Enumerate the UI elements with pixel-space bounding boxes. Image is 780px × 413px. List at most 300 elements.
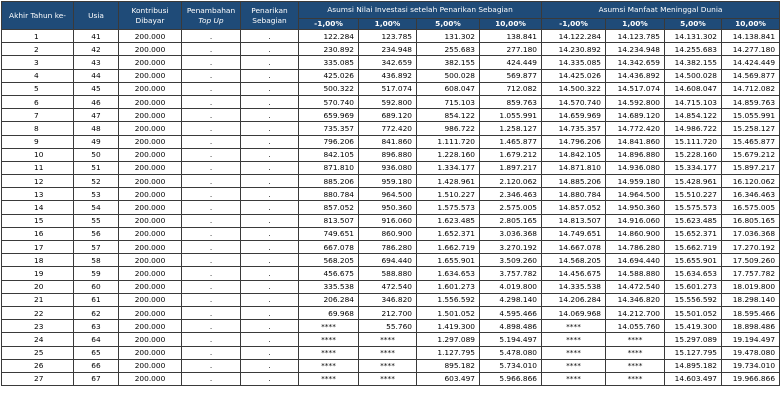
cell-inv-1: 772.420: [359, 122, 417, 135]
cell-ben-neg1: 14.335.085: [542, 56, 606, 69]
cell-ben-1: 14.436.892: [606, 69, 665, 82]
cell-ben-neg1: ****: [542, 333, 606, 346]
cell-ben-10: 18.898.486: [722, 320, 780, 333]
cell-inv-neg1: 456.675: [299, 267, 359, 280]
cell-inv-1: 936.080: [359, 161, 417, 174]
cell-age: 65: [74, 346, 119, 359]
cell-inv-10: 1.465.877: [480, 135, 542, 148]
cell-age: 42: [74, 43, 119, 56]
cell-year: 13: [2, 188, 74, 201]
cell-contribution: 200.000: [119, 201, 182, 214]
cell-withdrawal: .: [241, 241, 299, 254]
table-row: [2, 161, 780, 174]
cell-ben-10: 17.757.782: [722, 267, 780, 280]
cell-ben-neg1: 14.206.284: [542, 293, 606, 306]
cell-ben-5: 14.715.103: [665, 95, 722, 108]
cell-inv-neg1: 335.538: [299, 280, 359, 293]
cell-inv-1: 959.180: [359, 175, 417, 188]
cell-age: 48: [74, 122, 119, 135]
cell-ben-1: 14.950.360: [606, 201, 665, 214]
cell-inv-neg1: 500.322: [299, 82, 359, 95]
cell-ben-5: 15.652.371: [665, 227, 722, 240]
cell-age: 54: [74, 201, 119, 214]
cell-ben-5: 15.127.795: [665, 346, 722, 359]
cell-year: 14: [2, 201, 74, 214]
header-benefit-group: Asumsi Manfaat Meninggal Dunia: [542, 2, 780, 19]
cell-withdrawal: .: [241, 372, 299, 385]
cell-inv-neg1: 667.078: [299, 241, 359, 254]
cell-age: 49: [74, 135, 119, 148]
cell-year: 24: [2, 333, 74, 346]
cell-contribution: 200.000: [119, 95, 182, 108]
cell-inv-neg1: 880.784: [299, 188, 359, 201]
cell-ben-1: 14.936.080: [606, 161, 665, 174]
table-row: [2, 267, 780, 280]
cell-ben-5: 15.655.901: [665, 254, 722, 267]
cell-ben-10: 18.019.800: [722, 280, 780, 293]
table-row: [2, 109, 780, 122]
cell-ben-5: 14.895.182: [665, 359, 722, 372]
cell-ben-neg1: 14.749.651: [542, 227, 606, 240]
header-ben-rate-neg1: -1,00%: [542, 19, 606, 30]
cell-topup: .: [182, 82, 241, 95]
cell-ben-5: 14.131.302: [665, 30, 722, 43]
cell-inv-5: 1.601.273: [417, 280, 480, 293]
cell-topup: .: [182, 135, 241, 148]
cell-inv-10: 859.763: [480, 95, 542, 108]
cell-ben-10: 16.575.005: [722, 201, 780, 214]
table-row: [2, 293, 780, 306]
cell-ben-neg1: 14.122.284: [542, 30, 606, 43]
cell-topup: .: [182, 320, 241, 333]
cell-inv-1: 517.074: [359, 82, 417, 95]
cell-topup: .: [182, 201, 241, 214]
cell-age: 57: [74, 241, 119, 254]
cell-age: 51: [74, 161, 119, 174]
cell-ben-neg1: ****: [542, 320, 606, 333]
cell-topup: .: [182, 241, 241, 254]
table-row: [2, 82, 780, 95]
cell-age: 67: [74, 372, 119, 385]
cell-ben-5: 15.601.273: [665, 280, 722, 293]
cell-ben-10: 16.805.165: [722, 214, 780, 227]
cell-ben-10: 19.478.080: [722, 346, 780, 359]
cell-inv-10: 3.757.782: [480, 267, 542, 280]
cell-ben-1: 14.959.180: [606, 175, 665, 188]
cell-year: 4: [2, 69, 74, 82]
cell-inv-neg1: 871.810: [299, 161, 359, 174]
cell-inv-neg1: 570.740: [299, 95, 359, 108]
cell-ben-5: 14.603.497: [665, 372, 722, 385]
cell-ben-10: 19.194.497: [722, 333, 780, 346]
cell-year: 27: [2, 372, 74, 385]
cell-ben-5: 15.662.719: [665, 241, 722, 254]
cell-year: 25: [2, 346, 74, 359]
cell-inv-neg1: 842.105: [299, 148, 359, 161]
cell-inv-10: 5.734.010: [480, 359, 542, 372]
cell-age: 47: [74, 109, 119, 122]
table-row: [2, 214, 780, 227]
cell-ben-neg1: 14.871.810: [542, 161, 606, 174]
cell-withdrawal: .: [241, 122, 299, 135]
cell-inv-10: 4.595.466: [480, 306, 542, 319]
cell-inv-5: 500.028: [417, 69, 480, 82]
cell-ben-10: 14.859.763: [722, 95, 780, 108]
header-inv-rate-5: 5,00%: [417, 19, 480, 30]
cell-ben-10: 15.897.217: [722, 161, 780, 174]
cell-topup: .: [182, 280, 241, 293]
cell-ben-neg1: 14.813.507: [542, 214, 606, 227]
cell-year: 2: [2, 43, 74, 56]
cell-withdrawal: .: [241, 148, 299, 161]
cell-withdrawal: .: [241, 346, 299, 359]
cell-age: 63: [74, 320, 119, 333]
cell-withdrawal: .: [241, 30, 299, 43]
cell-topup: .: [182, 30, 241, 43]
cell-ben-10: 19.966.866: [722, 372, 780, 385]
cell-age: 60: [74, 280, 119, 293]
cell-contribution: 200.000: [119, 161, 182, 174]
cell-ben-5: 15.334.177: [665, 161, 722, 174]
cell-topup: .: [182, 69, 241, 82]
cell-inv-1: ****: [359, 372, 417, 385]
cell-ben-5: 14.854.122: [665, 109, 722, 122]
cell-inv-5: 255.683: [417, 43, 480, 56]
header-withdrawal: Penarikan Sebagian: [241, 2, 299, 30]
cell-withdrawal: .: [241, 201, 299, 214]
cell-ben-1: 14.592.800: [606, 95, 665, 108]
cell-contribution: 200.000: [119, 267, 182, 280]
cell-ben-neg1: ****: [542, 372, 606, 385]
cell-inv-10: 1.055.991: [480, 109, 542, 122]
cell-inv-5: 1.510.227: [417, 188, 480, 201]
cell-ben-10: 15.055.991: [722, 109, 780, 122]
illustration-table: [1, 1, 780, 386]
cell-inv-10: 277.180: [480, 43, 542, 56]
cell-age: 44: [74, 69, 119, 82]
cell-topup: .: [182, 122, 241, 135]
header-investment-group: Asumsi Nilai Investasi setelah Penarikan Sebagian: [299, 2, 542, 19]
cell-ben-10: 18.595.466: [722, 306, 780, 319]
cell-topup: .: [182, 227, 241, 240]
cell-inv-neg1: 230.892: [299, 43, 359, 56]
cell-contribution: 200.000: [119, 320, 182, 333]
cell-contribution: 200.000: [119, 135, 182, 148]
table-row: [2, 372, 780, 385]
cell-ben-10: 14.712.082: [722, 82, 780, 95]
cell-topup: .: [182, 254, 241, 267]
cell-contribution: 200.000: [119, 214, 182, 227]
cell-inv-10: 1.258.127: [480, 122, 542, 135]
table-row: [2, 306, 780, 319]
cell-ben-5: 15.419.300: [665, 320, 722, 333]
header-year: Akhir Tahun ke-: [2, 2, 74, 30]
cell-topup: .: [182, 359, 241, 372]
cell-ben-neg1: 14.069.968: [542, 306, 606, 319]
cell-ben-5: 15.634.653: [665, 267, 722, 280]
cell-ben-1: ****: [606, 346, 665, 359]
cell-inv-10: 4.298.140: [480, 293, 542, 306]
cell-inv-1: 472.540: [359, 280, 417, 293]
cell-ben-neg1: 14.230.892: [542, 43, 606, 56]
cell-topup: .: [182, 346, 241, 359]
cell-inv-10: 138.841: [480, 30, 542, 43]
cell-topup: .: [182, 109, 241, 122]
cell-topup: .: [182, 293, 241, 306]
cell-inv-10: 5.478.080: [480, 346, 542, 359]
cell-age: 66: [74, 359, 119, 372]
cell-inv-neg1: 335.085: [299, 56, 359, 69]
cell-ben-1: 14.123.785: [606, 30, 665, 43]
cell-inv-5: 1.662.719: [417, 241, 480, 254]
table-row: [2, 175, 780, 188]
cell-contribution: 200.000: [119, 280, 182, 293]
cell-ben-5: 14.382.155: [665, 56, 722, 69]
header-topup: Penambahan Top Up: [182, 2, 241, 30]
cell-ben-5: 15.575.573: [665, 201, 722, 214]
cell-withdrawal: .: [241, 95, 299, 108]
cell-inv-1: ****: [359, 333, 417, 346]
cell-withdrawal: .: [241, 82, 299, 95]
cell-year: 5: [2, 82, 74, 95]
cell-ben-1: ****: [606, 359, 665, 372]
cell-inv-10: 1.679.212: [480, 148, 542, 161]
cell-inv-10: 3.036.368: [480, 227, 542, 240]
cell-year: 8: [2, 122, 74, 135]
cell-inv-1: 55.760: [359, 320, 417, 333]
cell-year: 9: [2, 135, 74, 148]
cell-ben-neg1: 14.570.740: [542, 95, 606, 108]
cell-inv-10: 2.346.463: [480, 188, 542, 201]
header-age: Usia: [74, 2, 119, 30]
cell-inv-neg1: 122.284: [299, 30, 359, 43]
cell-year: 23: [2, 320, 74, 333]
cell-inv-10: 2.575.005: [480, 201, 542, 214]
cell-inv-10: 5.966.866: [480, 372, 542, 385]
cell-inv-5: 1.428.961: [417, 175, 480, 188]
table-row: [2, 95, 780, 108]
cell-inv-10: 424.449: [480, 56, 542, 69]
cell-ben-10: 14.424.449: [722, 56, 780, 69]
cell-inv-5: 986.722: [417, 122, 480, 135]
cell-inv-neg1: ****: [299, 346, 359, 359]
cell-contribution: 200.000: [119, 148, 182, 161]
cell-contribution: 200.000: [119, 43, 182, 56]
cell-age: 59: [74, 267, 119, 280]
cell-topup: .: [182, 95, 241, 108]
cell-ben-5: 15.297.089: [665, 333, 722, 346]
cell-ben-neg1: 14.842.105: [542, 148, 606, 161]
cell-topup: .: [182, 148, 241, 161]
cell-inv-1: 436.892: [359, 69, 417, 82]
cell-inv-5: 1.419.300: [417, 320, 480, 333]
cell-year: 16: [2, 227, 74, 240]
cell-inv-5: 603.497: [417, 372, 480, 385]
cell-contribution: 200.000: [119, 82, 182, 95]
cell-withdrawal: .: [241, 280, 299, 293]
cell-ben-neg1: 14.425.026: [542, 69, 606, 82]
cell-ben-10: 19.734.010: [722, 359, 780, 372]
cell-inv-1: 234.948: [359, 43, 417, 56]
header-inv-rate-10: 10,00%: [480, 19, 542, 30]
cell-inv-1: ****: [359, 359, 417, 372]
cell-ben-5: 15.111.720: [665, 135, 722, 148]
header-inv-rate-1: 1,00%: [359, 19, 417, 30]
cell-withdrawal: .: [241, 188, 299, 201]
cell-inv-5: 131.302: [417, 30, 480, 43]
cell-inv-1: 950.360: [359, 201, 417, 214]
table-row: [2, 280, 780, 293]
cell-year: 20: [2, 280, 74, 293]
cell-inv-5: 1.652.371: [417, 227, 480, 240]
cell-inv-1: 964.500: [359, 188, 417, 201]
table-row: [2, 227, 780, 240]
cell-inv-5: 1.501.052: [417, 306, 480, 319]
cell-year: 17: [2, 241, 74, 254]
cell-topup: .: [182, 267, 241, 280]
cell-inv-10: 2.805.165: [480, 214, 542, 227]
cell-inv-1: 694.440: [359, 254, 417, 267]
cell-year: 18: [2, 254, 74, 267]
cell-inv-1: ****: [359, 346, 417, 359]
cell-age: 56: [74, 227, 119, 240]
cell-withdrawal: .: [241, 43, 299, 56]
cell-inv-10: 3.270.192: [480, 241, 542, 254]
cell-inv-10: 1.897.217: [480, 161, 542, 174]
cell-age: 43: [74, 56, 119, 69]
cell-contribution: 200.000: [119, 122, 182, 135]
table-row: [2, 254, 780, 267]
cell-ben-5: 15.510.227: [665, 188, 722, 201]
cell-age: 61: [74, 293, 119, 306]
cell-inv-5: 1.634.653: [417, 267, 480, 280]
cell-inv-1: 212.700: [359, 306, 417, 319]
cell-inv-1: 841.860: [359, 135, 417, 148]
cell-inv-5: 1.655.901: [417, 254, 480, 267]
cell-contribution: 200.000: [119, 241, 182, 254]
cell-year: 3: [2, 56, 74, 69]
cell-topup: .: [182, 188, 241, 201]
cell-year: 1: [2, 30, 74, 43]
cell-ben-1: 14.916.060: [606, 214, 665, 227]
cell-inv-neg1: ****: [299, 359, 359, 372]
cell-topup: .: [182, 56, 241, 69]
cell-inv-neg1: 69.968: [299, 306, 359, 319]
cell-inv-1: 786.280: [359, 241, 417, 254]
cell-inv-5: 1.228.160: [417, 148, 480, 161]
cell-year: 7: [2, 109, 74, 122]
cell-inv-10: 2.120.062: [480, 175, 542, 188]
cell-inv-1: 916.060: [359, 214, 417, 227]
cell-withdrawal: .: [241, 135, 299, 148]
table-row: [2, 320, 780, 333]
cell-inv-neg1: 857.052: [299, 201, 359, 214]
cell-age: 62: [74, 306, 119, 319]
cell-ben-neg1: ****: [542, 346, 606, 359]
header-contribution: Kontribusi Dibayar: [119, 2, 182, 30]
header-inv-rate-neg1: -1,00%: [299, 19, 359, 30]
cell-age: 41: [74, 30, 119, 43]
header-ben-rate-5: 5,00%: [665, 19, 722, 30]
cell-contribution: 200.000: [119, 306, 182, 319]
cell-withdrawal: .: [241, 175, 299, 188]
header-ben-rate-1: 1,00%: [606, 19, 665, 30]
cell-ben-1: 14.689.120: [606, 109, 665, 122]
cell-contribution: 200.000: [119, 293, 182, 306]
cell-year: 11: [2, 161, 74, 174]
table-row: [2, 30, 780, 43]
cell-year: 10: [2, 148, 74, 161]
cell-ben-10: 17.270.192: [722, 241, 780, 254]
cell-withdrawal: .: [241, 333, 299, 346]
cell-ben-10: 14.277.180: [722, 43, 780, 56]
cell-inv-5: 1.556.592: [417, 293, 480, 306]
cell-ben-neg1: 14.885.206: [542, 175, 606, 188]
cell-ben-5: 14.500.028: [665, 69, 722, 82]
cell-ben-10: 15.679.212: [722, 148, 780, 161]
cell-inv-neg1: ****: [299, 320, 359, 333]
cell-contribution: 200.000: [119, 69, 182, 82]
cell-inv-neg1: 796.206: [299, 135, 359, 148]
cell-withdrawal: .: [241, 227, 299, 240]
table-row: [2, 148, 780, 161]
cell-ben-1: 14.772.420: [606, 122, 665, 135]
cell-age: 46: [74, 95, 119, 108]
cell-year: 15: [2, 214, 74, 227]
cell-year: 21: [2, 293, 74, 306]
cell-contribution: 200.000: [119, 333, 182, 346]
cell-topup: .: [182, 333, 241, 346]
cell-topup: .: [182, 306, 241, 319]
table-row: [2, 346, 780, 359]
cell-inv-neg1: ****: [299, 372, 359, 385]
cell-ben-10: 18.298.140: [722, 293, 780, 306]
cell-topup: .: [182, 161, 241, 174]
cell-ben-neg1: 14.880.784: [542, 188, 606, 201]
cell-age: 52: [74, 175, 119, 188]
cell-ben-1: 14.964.500: [606, 188, 665, 201]
cell-ben-5: 15.623.485: [665, 214, 722, 227]
cell-ben-5: 14.986.722: [665, 122, 722, 135]
cell-inv-5: 1.623.485: [417, 214, 480, 227]
cell-inv-5: 1.297.089: [417, 333, 480, 346]
cell-inv-5: 854.122: [417, 109, 480, 122]
cell-withdrawal: .: [241, 306, 299, 319]
cell-inv-10: 5.194.497: [480, 333, 542, 346]
cell-topup: .: [182, 214, 241, 227]
cell-ben-neg1: 14.667.078: [542, 241, 606, 254]
cell-contribution: 200.000: [119, 254, 182, 267]
cell-inv-neg1: 206.284: [299, 293, 359, 306]
table-row: [2, 43, 780, 56]
cell-ben-1: ****: [606, 372, 665, 385]
cell-ben-5: 15.228.160: [665, 148, 722, 161]
cell-ben-5: 14.255.683: [665, 43, 722, 56]
cell-inv-1: 592.800: [359, 95, 417, 108]
table-row: [2, 56, 780, 69]
table-row: [2, 333, 780, 346]
cell-withdrawal: .: [241, 109, 299, 122]
cell-topup: .: [182, 175, 241, 188]
cell-ben-neg1: 14.500.322: [542, 82, 606, 95]
table-row: [2, 122, 780, 135]
cell-inv-5: 608.047: [417, 82, 480, 95]
cell-withdrawal: .: [241, 320, 299, 333]
cell-age: 55: [74, 214, 119, 227]
cell-inv-10: 3.509.260: [480, 254, 542, 267]
cell-inv-5: 1.575.573: [417, 201, 480, 214]
cell-inv-5: 895.182: [417, 359, 480, 372]
